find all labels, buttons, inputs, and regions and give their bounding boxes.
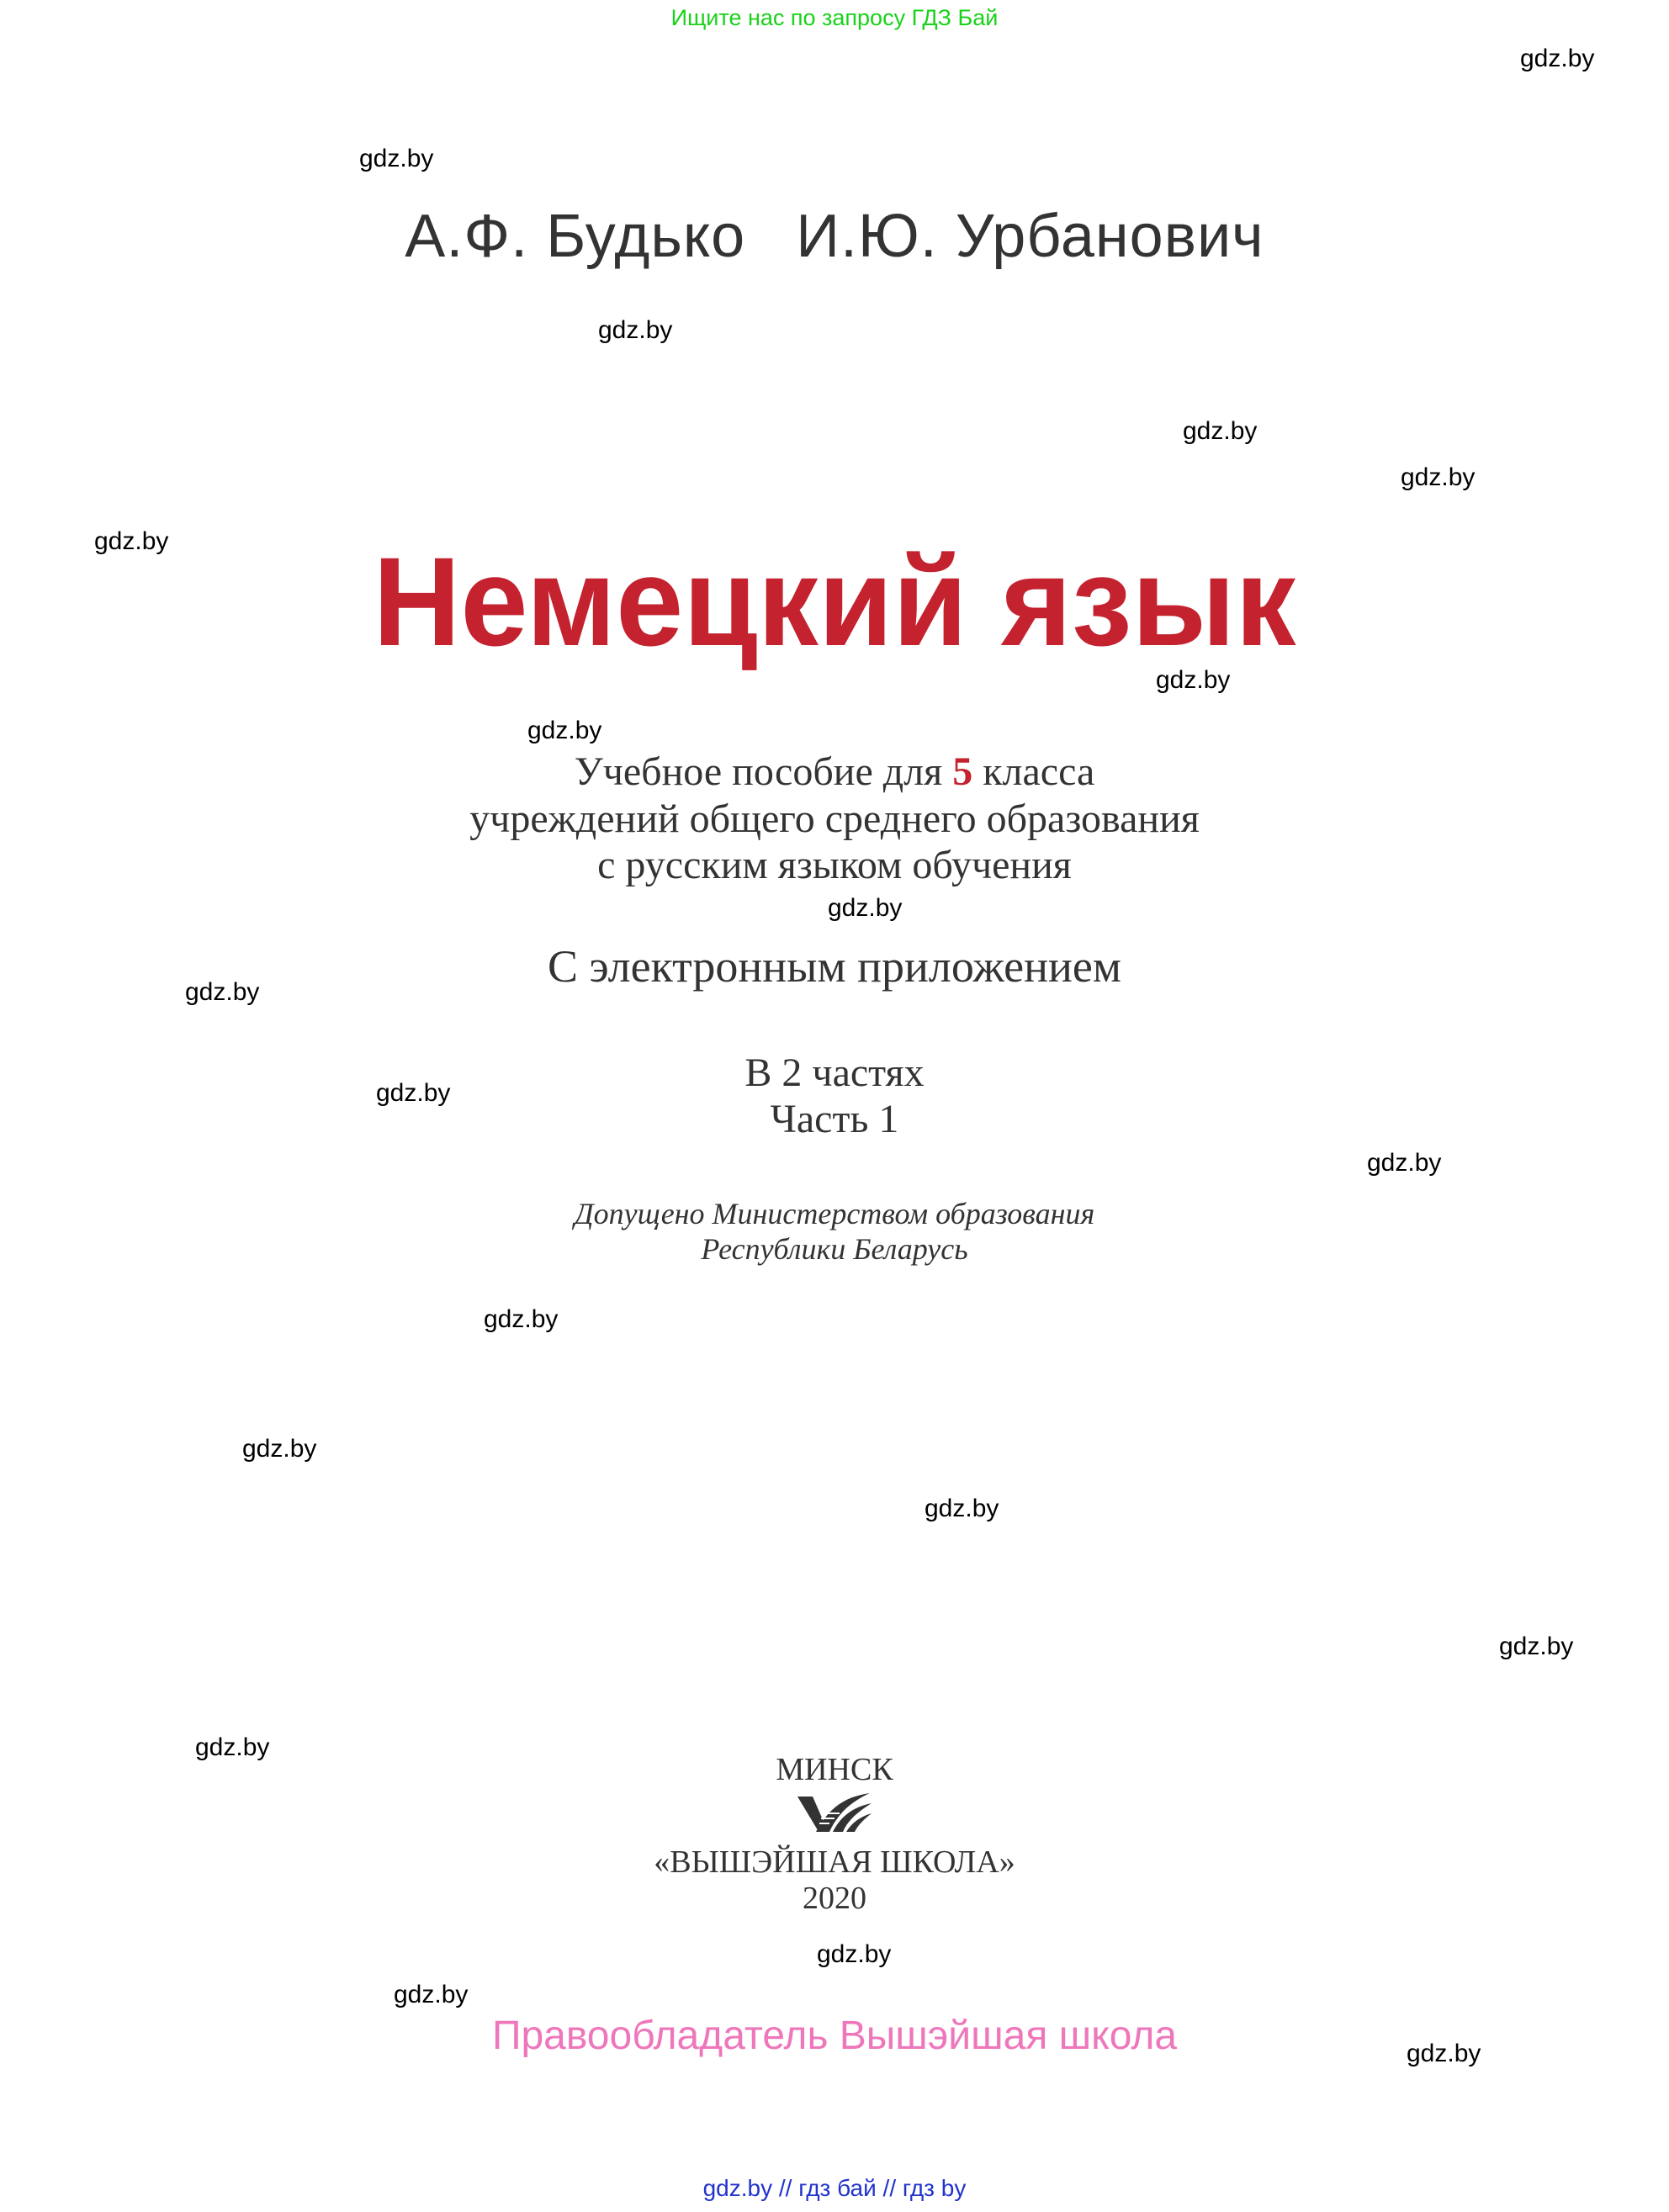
watermark: gdz.by <box>359 145 434 172</box>
footer-link[interactable]: гдз by <box>902 2175 967 2201</box>
author-name: А.Ф. Будько <box>405 203 746 270</box>
book-title: Немецкий язык <box>373 531 1296 672</box>
watermark: gdz.by <box>1499 1633 1574 1660</box>
parts-total: В 2 частях <box>744 1050 925 1095</box>
watermark: gdz.by <box>1156 666 1231 694</box>
author-name: И.Ю. Урбанович <box>796 203 1264 270</box>
appendix-note: С электронным приложением <box>547 941 1122 992</box>
link-separator: // <box>778 2175 792 2201</box>
footer-links <box>0 2177 1669 2200</box>
authors <box>0 202 1669 271</box>
watermark: gdz.by <box>1183 417 1258 445</box>
watermark: gdz.by <box>376 1079 451 1107</box>
watermark: gdz.by <box>925 1495 999 1522</box>
watermark: gdz.by <box>185 978 260 1006</box>
subtitle-text: класса <box>983 749 1095 794</box>
watermark: gdz.by <box>242 1435 317 1463</box>
publisher-name: «ВЫШЭЙШАЯ ШКОЛА» <box>654 1844 1015 1880</box>
watermark: gdz.by <box>1367 1149 1442 1177</box>
watermark: gdz.by <box>527 717 602 744</box>
watermark: gdz.by <box>1520 45 1595 72</box>
watermark: gdz.by <box>394 1981 469 2008</box>
watermark: gdz.by <box>598 316 673 344</box>
watermark: gdz.by <box>1407 2040 1481 2067</box>
subtitle-line: с русским языком обучения <box>597 843 1072 887</box>
watermark: gdz.by <box>817 1940 892 1968</box>
watermark: gdz.by <box>94 527 169 555</box>
rights-holder: Правообладатель Вышэйшая школа <box>491 2014 1178 2058</box>
publisher-logo-icon <box>796 1790 873 1835</box>
publication-year: 2020 <box>803 1881 866 1916</box>
watermark: gdz.by <box>1401 463 1476 491</box>
watermark: gdz.by <box>195 1733 270 1761</box>
subtitle-line <box>0 749 1669 794</box>
publisher-logo <box>796 1790 873 1835</box>
publication-city: МИНСК <box>776 1752 893 1787</box>
footer-link[interactable]: гдз бай <box>798 2175 877 2201</box>
footer-link[interactable]: gdz.by <box>702 2175 773 2201</box>
watermark: gdz.by <box>828 894 903 922</box>
part-number: Часть 1 <box>770 1097 899 1141</box>
top-banner: Ищите нас по запросу ГДЗ Бай <box>670 5 999 30</box>
approval-line: Республики Беларусь <box>701 1232 968 1266</box>
grade-number: 5 <box>952 749 973 794</box>
subtitle-line: учреждений общего среднего образования <box>469 796 1200 841</box>
link-separator: // <box>882 2175 897 2201</box>
subtitle-text: Учебное пособие для <box>574 749 943 794</box>
approval-line: Допущено Министерством образования <box>574 1197 1095 1230</box>
watermark: gdz.by <box>484 1305 559 1333</box>
